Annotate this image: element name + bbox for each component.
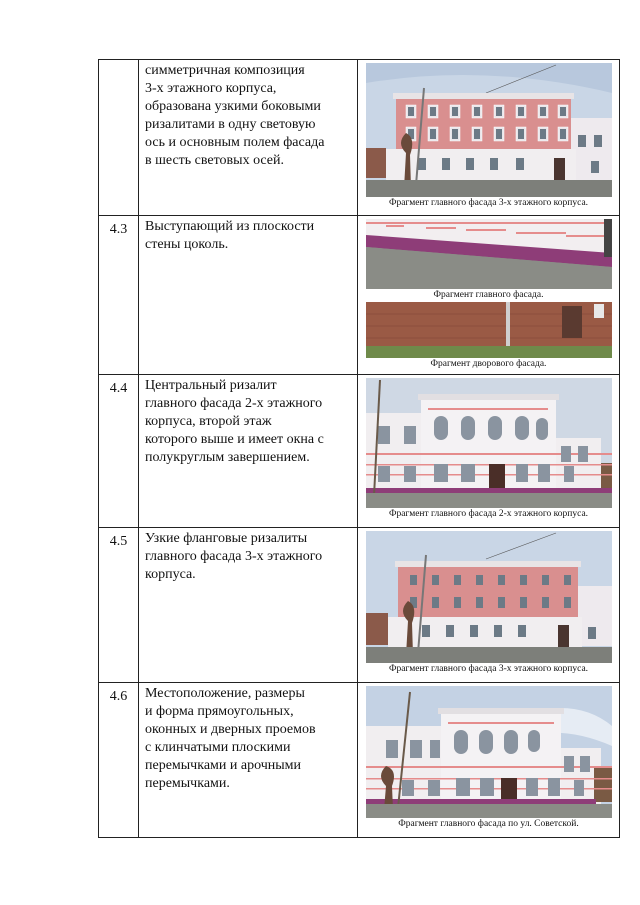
description-cell — [139, 683, 358, 838]
item-number: 4.3 — [109, 222, 128, 237]
description-cell — [139, 216, 358, 375]
description-line: в шесть световых осей. — [145, 153, 285, 168]
description-line: 3-х этажного корпуса, — [145, 81, 277, 96]
photo-white-2-storey-building — [366, 378, 612, 508]
description-line: главного фасада 2-х этажного — [145, 396, 323, 411]
description-line: и форма прямоугольных, — [145, 704, 294, 719]
description-line: Центральный ризалит — [145, 378, 277, 393]
table-row — [99, 216, 620, 375]
item-number-cell — [99, 216, 139, 375]
item-number-cell — [99, 683, 139, 838]
table-row — [99, 60, 620, 216]
photo-cell — [358, 528, 620, 683]
description-cell — [139, 60, 358, 216]
description-line: Выступающий из плоскости — [145, 219, 315, 234]
photo-caption: Фрагмент главного фасада 3-х этажного корпуса. — [388, 664, 589, 674]
photo-cell — [358, 375, 620, 528]
description-line: корпуса, второй этаж — [145, 414, 272, 429]
table-row — [99, 683, 620, 838]
description-line: перемычками и арочными — [145, 758, 302, 773]
photo-caption: Фрагмент дворового фасада. — [430, 359, 547, 369]
description-line: образована узкими боковыми — [145, 99, 321, 114]
item-number-cell — [99, 528, 139, 683]
photo-pink-3-storey-building — [366, 63, 612, 197]
table-row — [99, 528, 620, 683]
description-line: которого выше и имеет окна с — [145, 432, 324, 447]
photo-cell — [358, 216, 620, 375]
description-line: главного фасада 3-х этажного — [145, 549, 323, 564]
item-number: 4.6 — [109, 689, 128, 704]
photo-caption: Фрагмент главного фасада по ул. Советской. — [398, 819, 579, 829]
table-row — [99, 375, 620, 528]
photo-cell — [358, 683, 620, 838]
photo-brick-courtyard-facade — [366, 302, 612, 358]
description-line: Узкие фланговые ризалиты — [145, 531, 308, 546]
description-cell — [139, 375, 358, 528]
photo-white-2-storey-sovetskaya-street — [366, 686, 612, 818]
description-line: симметричная композиция — [145, 63, 305, 78]
item-number — [99, 63, 138, 66]
description-line: стены цоколь. — [145, 237, 229, 252]
description-line: ризалитами в одну световую — [145, 117, 316, 132]
photo-caption: Фрагмент главного фасада. — [433, 290, 544, 300]
description-line: оконных и дверных проемов — [145, 722, 316, 737]
photo-caption: Фрагмент главного фасада 2-х этажного корпуса. — [388, 509, 589, 519]
photo-pink-3-storey-building — [366, 531, 612, 663]
description-line: ось и основным полем фасада — [145, 135, 325, 150]
description-line: Местоположение, размеры — [145, 686, 305, 701]
photo-caption: Фрагмент главного фасада 3-х этажного корпуса. — [388, 198, 589, 208]
photo-cell — [358, 60, 620, 216]
item-number: 4.4 — [109, 381, 128, 396]
description-line: с клинчатыми плоскими — [145, 740, 291, 755]
description-line: корпуса. — [145, 567, 196, 582]
item-number-cell — [99, 60, 139, 216]
description-cell — [139, 528, 358, 683]
photo-plinth-closeup — [366, 219, 612, 289]
description-line: перемычками. — [145, 776, 230, 791]
features-table — [98, 59, 620, 838]
description-line: полукруглым завершением. — [145, 450, 310, 465]
item-number: 4.5 — [109, 534, 128, 549]
item-number-cell — [99, 375, 139, 528]
